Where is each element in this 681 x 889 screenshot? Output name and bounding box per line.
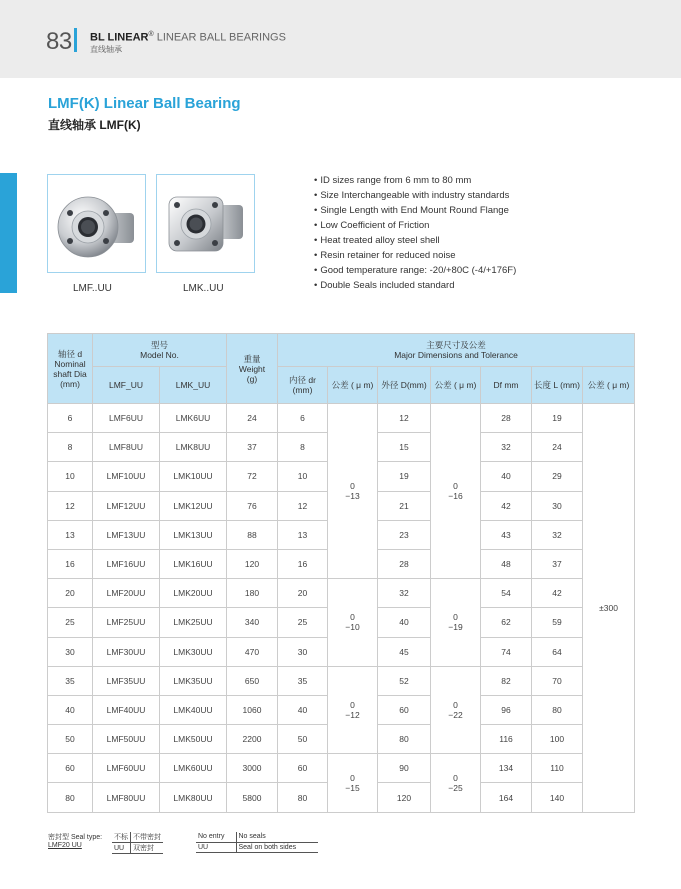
lmk-model-cell: LMK50UU — [160, 725, 227, 754]
header-text: shaft Dia — [53, 368, 87, 379]
header-length: 长度 L (mm) — [532, 367, 583, 404]
lmf-model-cell: LMF13UU — [93, 520, 160, 549]
shaft-dia-cell: 12 — [48, 491, 93, 520]
product-image-lmf — [47, 174, 146, 273]
tolerance-lower: −22 — [448, 709, 463, 720]
inner-dia-cell: 40 — [278, 695, 328, 724]
lmk-model-cell: LMK40UU — [160, 695, 227, 724]
registered-mark: ® — [148, 31, 154, 38]
header-text: Major Dimensions and Tolerance — [394, 350, 518, 360]
lmf-model-cell: LMF8UU — [93, 433, 160, 462]
accent-divider — [74, 28, 77, 52]
inner-dia-cell: 60 — [278, 754, 328, 783]
feature-item: • Single Length with End Mount Round Flange — [314, 203, 516, 218]
tolerance-lower: −12 — [345, 709, 360, 720]
product-caption-lmk: LMK..UU — [183, 283, 224, 294]
seal-desc: Seal on both sides — [236, 842, 318, 852]
lmk-model-cell: LMK20UU — [160, 579, 227, 608]
flange-dia-cell: 62 — [481, 608, 532, 637]
length-cell: 19 — [532, 404, 583, 433]
inner-dia-cell: 50 — [278, 725, 328, 754]
header-model-no — [93, 334, 227, 367]
seal-desc: 双密封 — [131, 843, 164, 854]
seal-code: No entry — [196, 832, 236, 842]
lmf-model-cell: LMF30UU — [93, 637, 160, 666]
outer-dia-cell: 45 — [378, 637, 431, 666]
header-flange-dia: Df mm — [481, 367, 532, 404]
lmk-model-cell: LMK13UU — [160, 520, 227, 549]
page-subtitle: 直线轴承 LMF(K) — [48, 118, 141, 132]
header-text: 重量 — [243, 353, 261, 364]
page-header — [0, 0, 681, 78]
tolerance-lower: −10 — [345, 622, 360, 633]
length-cell: 64 — [532, 637, 583, 666]
lmk-model-cell: LMK10UU — [160, 462, 227, 491]
bearing-square-flange-icon — [157, 175, 254, 272]
header-outer-dia: 外径 D(mm) — [378, 367, 431, 404]
length-cell: 100 — [532, 725, 583, 754]
weight-cell: 88 — [227, 520, 278, 549]
tolerance-upper: 0 — [453, 481, 458, 492]
lmk-model-cell: LMK8UU — [160, 433, 227, 462]
weight-cell: 72 — [227, 462, 278, 491]
header-lmf: LMF_UU — [93, 367, 160, 404]
outer-dia-cell: 90 — [378, 754, 431, 783]
tol-D-cell — [431, 666, 481, 754]
tol-dr-cell — [328, 666, 378, 754]
spec-table — [47, 333, 635, 813]
flange-dia-cell: 134 — [481, 754, 532, 783]
header-text: (mm) — [292, 385, 313, 395]
inner-dia-cell: 25 — [278, 608, 328, 637]
flange-dia-cell: 32 — [481, 433, 532, 462]
shaft-dia-cell: 50 — [48, 725, 93, 754]
weight-cell: 650 — [227, 666, 278, 695]
flange-dia-cell: 116 — [481, 725, 532, 754]
header-tol-L: 公差 ( μ m) — [583, 367, 635, 404]
feature-item: • Heat treated alloy steel shell — [314, 233, 516, 248]
tolerance-upper: 0 — [350, 612, 355, 623]
header-text: Nominal — [54, 358, 86, 369]
tolerance-upper: 0 — [350, 772, 355, 783]
length-cell: 140 — [532, 783, 583, 812]
length-cell: 29 — [532, 462, 583, 491]
outer-dia-cell: 60 — [378, 695, 431, 724]
seal-desc: No seals — [236, 832, 318, 842]
outer-dia-cell: 12 — [378, 404, 431, 433]
flange-dia-cell: 74 — [481, 637, 532, 666]
weight-cell: 37 — [227, 433, 278, 462]
tol-dr-cell — [328, 579, 378, 667]
shaft-dia-cell: 80 — [48, 783, 93, 812]
seal-type-label: 密封型 Seal type: — [48, 834, 103, 841]
page-title: LMF(K) Linear Ball Bearing — [48, 95, 241, 112]
length-cell: 37 — [532, 549, 583, 578]
weight-cell: 76 — [227, 491, 278, 520]
flange-dia-cell: 54 — [481, 579, 532, 608]
inner-dia-cell: 80 — [278, 783, 328, 812]
shaft-dia-cell: 35 — [48, 666, 93, 695]
header-tol-D: 公差 ( μ m) — [431, 367, 481, 404]
lmf-model-cell: LMF40UU — [93, 695, 160, 724]
header-text: Model No. — [140, 350, 179, 360]
page-number: 83 — [46, 28, 72, 55]
tolerance-lower: −16 — [448, 491, 463, 502]
header-text: 型号 — [150, 340, 168, 350]
header-text: 轴径 d — [57, 348, 83, 359]
spec-table-body — [48, 404, 635, 813]
inner-dia-cell: 10 — [278, 462, 328, 491]
outer-dia-cell: 19 — [378, 462, 431, 491]
lmf-model-cell: LMF35UU — [93, 666, 160, 695]
tol-dr-cell — [328, 754, 378, 812]
shaft-dia-cell: 6 — [48, 404, 93, 433]
tol-dr-cell — [328, 404, 378, 579]
inner-dia-cell: 12 — [278, 491, 328, 520]
tol-D-cell — [431, 754, 481, 812]
seal-code: UU — [112, 843, 131, 854]
length-cell: 80 — [532, 695, 583, 724]
table-row — [48, 579, 635, 608]
inner-dia-cell: 16 — [278, 549, 328, 578]
lmk-model-cell: LMK30UU — [160, 637, 227, 666]
tolerance-upper: 0 — [350, 481, 355, 492]
side-accent-bar — [0, 173, 17, 293]
lmk-model-cell: LMK12UU — [160, 491, 227, 520]
lmf-model-cell: LMF6UU — [93, 404, 160, 433]
tolerance-upper: 0 — [453, 772, 458, 783]
length-cell: 24 — [532, 433, 583, 462]
shaft-dia-cell: 30 — [48, 637, 93, 666]
outer-dia-cell: 23 — [378, 520, 431, 549]
lmk-model-cell: LMK60UU — [160, 754, 227, 783]
shaft-dia-cell: 13 — [48, 520, 93, 549]
tolerance-lower: −19 — [448, 622, 463, 633]
header-text: (mm) — [60, 378, 80, 389]
header-lmk: LMK_UU — [160, 367, 227, 404]
feature-list — [314, 173, 516, 293]
lmf-model-cell: LMF25UU — [93, 608, 160, 637]
header-text: 内径 dr — [289, 375, 316, 385]
lmk-model-cell: LMK25UU — [160, 608, 227, 637]
length-cell: 59 — [532, 608, 583, 637]
lmk-model-cell: LMK6UU — [160, 404, 227, 433]
length-cell: 30 — [532, 491, 583, 520]
shaft-dia-cell: 10 — [48, 462, 93, 491]
weight-cell: 5800 — [227, 783, 278, 812]
lmf-model-cell: LMF80UU — [93, 783, 160, 812]
table-row — [48, 404, 635, 433]
tolerance-upper: 0 — [453, 612, 458, 623]
inner-dia-cell: 20 — [278, 579, 328, 608]
weight-cell: 340 — [227, 608, 278, 637]
lmf-model-cell: LMF10UU — [93, 462, 160, 491]
flange-dia-cell: 48 — [481, 549, 532, 578]
outer-dia-cell: 120 — [378, 783, 431, 812]
length-cell: 32 — [532, 520, 583, 549]
feature-item: • Low Coefficient of Friction — [314, 218, 516, 233]
shaft-dia-cell: 40 — [48, 695, 93, 724]
header-tol-dr: 公差 ( μ m) — [328, 367, 378, 404]
product-caption-lmf: LMF..UU — [73, 283, 112, 294]
lmf-model-cell: LMF12UU — [93, 491, 160, 520]
tolerance-lower: −15 — [345, 782, 360, 793]
inner-dia-cell: 35 — [278, 666, 328, 695]
brand-subtitle: LINEAR BALL BEARINGS — [156, 31, 286, 44]
tol-D-cell — [431, 579, 481, 667]
flange-dia-cell: 43 — [481, 520, 532, 549]
feature-item: • Double Seals included standard — [314, 278, 516, 293]
flange-dia-cell: 96 — [481, 695, 532, 724]
weight-cell: 24 — [227, 404, 278, 433]
seal-code: UU — [196, 842, 236, 852]
lmf-model-cell: LMF50UU — [93, 725, 160, 754]
inner-dia-cell: 8 — [278, 433, 328, 462]
header-inner-dia — [278, 367, 328, 404]
outer-dia-cell: 15 — [378, 433, 431, 462]
brand-line — [90, 31, 286, 44]
header-dimensions — [278, 334, 635, 367]
seal-type-example: LMF20 UU — [48, 842, 82, 849]
flange-dia-cell: 82 — [481, 666, 532, 695]
bearing-round-flange-icon — [48, 175, 145, 272]
header-weight — [227, 334, 278, 404]
outer-dia-cell: 80 — [378, 725, 431, 754]
weight-cell: 3000 — [227, 754, 278, 783]
seal-code: 不标 — [112, 832, 131, 843]
inner-dia-cell: 6 — [278, 404, 328, 433]
shaft-dia-cell: 8 — [48, 433, 93, 462]
flange-dia-cell: 164 — [481, 783, 532, 812]
tolerance-lower: −13 — [345, 491, 360, 502]
outer-dia-cell: 40 — [378, 608, 431, 637]
flange-dia-cell: 42 — [481, 491, 532, 520]
brand-name: BL LINEAR — [90, 31, 149, 44]
brand-subtitle-cn: 直线轴承 — [90, 45, 122, 54]
lmf-model-cell: LMF16UU — [93, 549, 160, 578]
seal-code-table-cn — [112, 832, 163, 854]
weight-cell: 1060 — [227, 695, 278, 724]
lmf-model-cell: LMF20UU — [93, 579, 160, 608]
weight-cell: 2200 — [227, 725, 278, 754]
weight-cell: 180 — [227, 579, 278, 608]
tolerance-lower: −25 — [448, 782, 463, 793]
weight-cell: 120 — [227, 549, 278, 578]
tolerance-upper: 0 — [350, 699, 355, 710]
outer-dia-cell: 52 — [378, 666, 431, 695]
outer-dia-cell: 32 — [378, 579, 431, 608]
feature-item: • Resin retainer for reduced noise — [314, 248, 516, 263]
lmk-model-cell: LMK35UU — [160, 666, 227, 695]
lmk-model-cell: LMK80UU — [160, 783, 227, 812]
weight-cell: 470 — [227, 637, 278, 666]
product-image-lmk — [156, 174, 255, 273]
tol-D-cell — [431, 404, 481, 579]
outer-dia-cell: 21 — [378, 491, 431, 520]
shaft-dia-cell: 16 — [48, 549, 93, 578]
table-row — [48, 666, 635, 695]
seal-code-table-en — [196, 832, 318, 853]
feature-item: • ID sizes range from 6 mm to 80 mm — [314, 173, 516, 188]
header-text: 主要尺寸及公差 — [426, 340, 486, 350]
length-cell: 70 — [532, 666, 583, 695]
feature-item: • Good temperature range: -20/+80C (-4/+176F) — [314, 263, 516, 278]
flange-dia-cell: 28 — [481, 404, 532, 433]
feature-item: • Size Interchangeable with industry standards — [314, 188, 516, 203]
header-shaft-dia — [48, 334, 93, 404]
flange-dia-cell: 40 — [481, 462, 532, 491]
inner-dia-cell: 13 — [278, 520, 328, 549]
outer-dia-cell: 28 — [378, 549, 431, 578]
header-text: Weight — [238, 363, 266, 374]
shaft-dia-cell: 60 — [48, 754, 93, 783]
length-cell: 42 — [532, 579, 583, 608]
inner-dia-cell: 30 — [278, 637, 328, 666]
tolerance-upper: 0 — [453, 699, 458, 710]
shaft-dia-cell: 20 — [48, 579, 93, 608]
shaft-dia-cell: 25 — [48, 608, 93, 637]
length-cell: 110 — [532, 754, 583, 783]
lmk-model-cell: LMK16UU — [160, 549, 227, 578]
header-text: (g) — [246, 373, 258, 384]
lmf-model-cell: LMF60UU — [93, 754, 160, 783]
seal-desc: 不带密封 — [131, 832, 164, 843]
tol-L-cell: ±300 — [583, 404, 635, 813]
table-row — [48, 754, 635, 783]
